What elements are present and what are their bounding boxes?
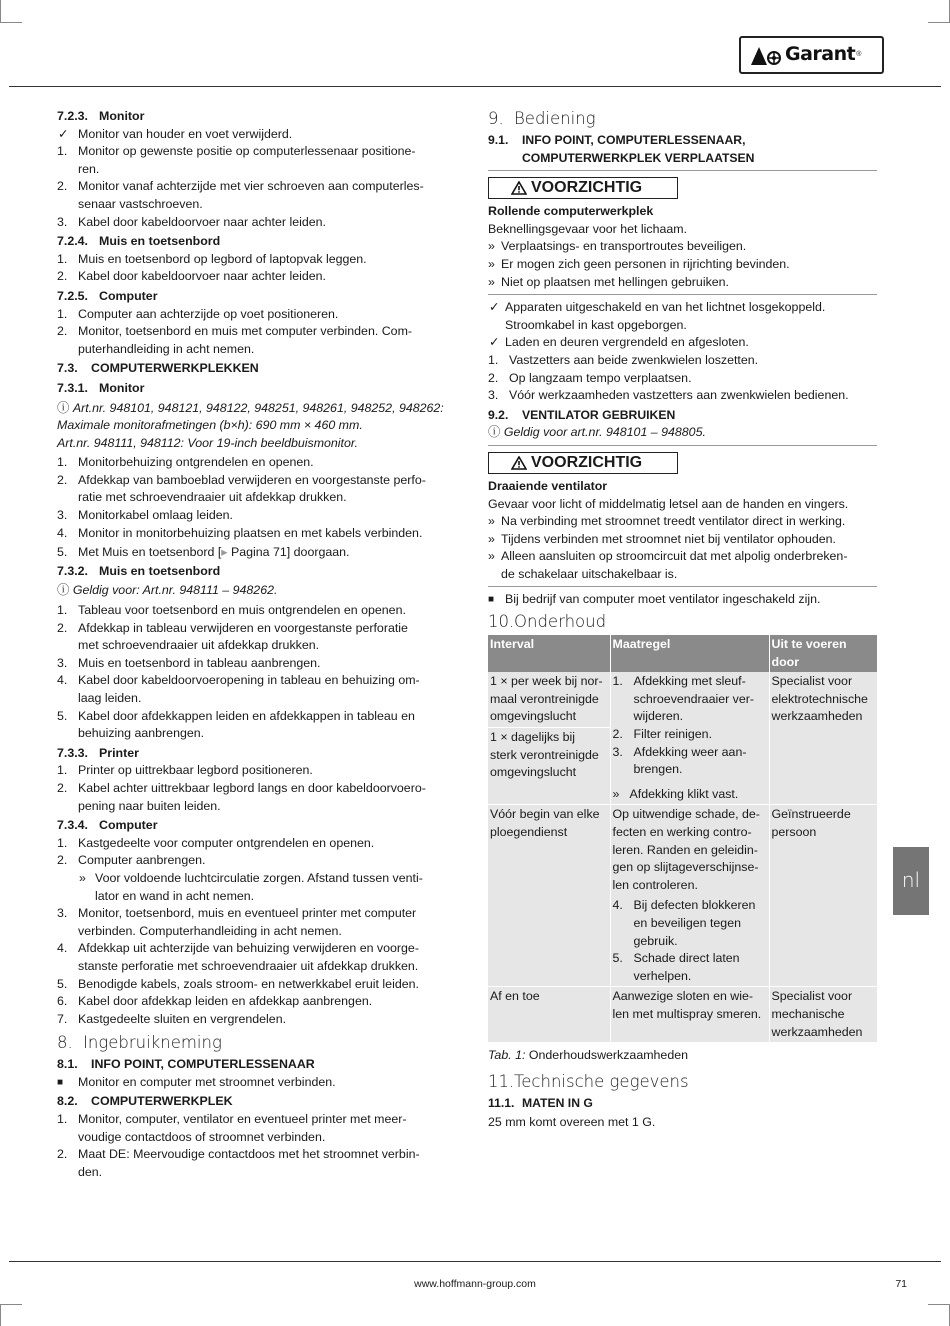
list-item: 2. Monitor, toetsenbord en muis met computer verbinden. Com- puterhandleiding in acht nemen. <box>57 324 413 356</box>
list-item: 1. Monitor, computer, ventilator en eventueel printer met meer- voudige contactdoos of stroomnet verbinden. <box>57 1112 407 1144</box>
table-row <box>488 672 877 805</box>
list-item: 4. Bij defecten blokkeren en beveiligen tegen gebruik. <box>612 898 756 948</box>
warning-icon <box>511 456 527 470</box>
list-item: 1. Muis en toetsenbord op legbord of laptopvak leggen. <box>57 251 367 266</box>
list-item: » Tijdens verbinden met stroomnet niet bij ventilator ophouden. <box>488 531 836 546</box>
table-cell: Af en toe <box>488 987 610 1043</box>
list-item: 1. Kastgedeelte voor computer ontgrendelen en openen. <box>57 835 375 850</box>
list-item: 2. Op langzaam tempo verplaatsen. <box>488 370 692 385</box>
table-row <box>488 987 877 1043</box>
crop-mark <box>928 1304 950 1305</box>
list-item: 2. Filter reinigen. <box>612 727 713 742</box>
garant-logo <box>739 36 884 74</box>
table-cell: 1 × per week bij nor- maal verontreinigde omgevingslucht <box>488 672 610 728</box>
heading-7-3-2: 7.3.2. Muis en toetsenbord <box>57 563 221 578</box>
table-header: Uit te voeren door <box>769 635 877 672</box>
heading-8-2: 8.2. COMPUTERWERKPLEK <box>57 1094 233 1109</box>
info-note: ⓘ Geldig voor: Art.nr. 948111 – 948262. <box>57 583 278 598</box>
section-title-9: 9. Bediening <box>488 109 596 128</box>
logo-wordmark: Garant <box>785 43 856 66</box>
right-column <box>488 108 877 1132</box>
list-item: 5. Schade direct laten verhelpen. <box>612 951 740 983</box>
heading-11-1: 11.1. MATEN IN G <box>488 1095 593 1110</box>
list-item: 6. Kabel door afdekkap leiden en afdekkap aanbrengen. <box>57 994 373 1009</box>
divider <box>488 294 877 295</box>
info-icon: ⓘ <box>488 425 504 440</box>
heading-9-1: 9.1. INFO POINT, COMPUTERLESSENAAR, COMPUTERWERKPLEK VERPLAATSEN <box>488 133 755 165</box>
square-bullet-icon: ■ <box>57 1076 64 1088</box>
sub-list-item: » Voor voldoende luchtcirculatie zorgen. Afstand tussen venti- lator en wand in acht nemen. <box>79 870 423 903</box>
crop-mark <box>0 0 1 22</box>
table-row <box>488 805 877 987</box>
heading-7-2-4: 7.2.4. Muis en toetsenbord <box>57 234 221 249</box>
list-item: 2. Kabel achter uittrekbaar legbord langs en door kabeldoorvoero- pening naar buiten leiden. <box>57 780 426 813</box>
list-item: 4. Monitor in monitorbehuizing plaatsen en met kabels verbinden. <box>57 525 423 540</box>
list-item: 3. Vóór werkzaamheden vastzetters aan zwenkwielen bedienen. <box>488 388 849 403</box>
footer-rule <box>9 1261 941 1262</box>
warning-box: VOORZICHTIG <box>488 177 678 199</box>
warning-title: Rollende computerwerkplek <box>488 204 654 219</box>
list-item: 1. Tableau voor toetsenbord en muis ontgrendelen en openen. <box>57 603 406 618</box>
left-column <box>57 108 444 1181</box>
list-item: 5. Met Muis en toetsenbord [▸ Pagina 71] doorgaan. <box>57 545 350 560</box>
list-item: ✓ Monitor van houder en voet verwijderd. <box>58 126 293 141</box>
table-header-row <box>488 635 877 672</box>
maintenance-table <box>488 635 877 1043</box>
heading-7-3: 7.3. COMPUTERWERKPLEKKEN <box>57 361 259 376</box>
list-item: 2. Computer aanbrengen. <box>57 853 206 868</box>
list-item: 2. Monitor vanaf achterzijde met vier schroeven aan computerles- senaar vastschroeven. <box>57 179 424 211</box>
table-cell: Vóór begin van elke ploegendienst <box>488 805 610 987</box>
language-tab: nl <box>893 847 929 915</box>
list-item: 3. Monitor, toetsenbord, muis en eventueel printer met computer verbinden. Computerhandleiding in acht nemen. <box>57 906 417 938</box>
list-item: 2. Afdekkap in tableau verwijderen en voorgestanste perforatie met schroevendraaier uit afdekkap drukken. <box>57 620 408 653</box>
warning-title: Draaiende ventilator <box>488 478 608 493</box>
list-item: 1. Vastzetters aan beide zwenkwielen loszetten. <box>488 352 759 367</box>
square-bullet-icon: ■ <box>488 594 495 606</box>
cross-reference-link[interactable]: Muis en toetsenbord [ <box>102 545 222 560</box>
heading-9-2: 9.2. VENTILATOR GEBRUIKEN <box>488 407 676 422</box>
list-item: 4. Afdekkap uit achterzijde van behuizing verwijderen en voorge- stanste perforatie met schroevendraaier uit afdekkap drukken. <box>57 941 419 973</box>
list-item: ■ Monitor en computer met stroomnet verbinden. <box>57 1074 444 1092</box>
heading-7-2-5: 7.2.5. Computer <box>57 288 158 303</box>
list-item: 3. Muis en toetsenbord in tableau aanbrengen. <box>57 655 321 670</box>
list-item: 1. Computer aan achterzijde op voet positioneren. <box>57 306 339 321</box>
list-item: 5. Benodigde kabels, zoals stroom- en netwerkkabel eruit leiden. <box>57 976 419 991</box>
table-cell: Specialist voor mechanische werkzaamheden <box>769 987 877 1043</box>
list-item: » Alleen aansluiten op stroomcircuit dat met alpolig onderbreken- de schakelaar uitschakelbaar is. <box>488 549 848 581</box>
list-item: 2. Afdekkap van bamboeblad verwijderen en voorgestanste perfo- ratie met schroevendraaier uit afdekkap drukken. <box>57 472 426 505</box>
warning-icon <box>511 181 527 195</box>
page-arrow-icon: ▸ <box>221 545 228 560</box>
heading-7-3-3: 7.3.3. Printer <box>57 745 139 760</box>
list-item: 2. Kabel door kabeldoorvoer naar achter leiden. <box>57 269 326 284</box>
section-title-10: 10.Onderhoud <box>488 612 607 632</box>
list-item: 7. Kastgedeelte sluiten en vergrendelen. <box>57 1011 287 1026</box>
paragraph: 25 mm komt overeen met 1 G. <box>488 1115 656 1130</box>
logo-reg: ® <box>856 51 862 59</box>
heading-7-3-1: 7.3.1. Monitor <box>57 380 145 395</box>
table-header: Interval <box>488 635 610 672</box>
list-item: » Afdekking klikt vast. <box>612 786 739 801</box>
list-item: 1. Monitor op gewenste positie op computerlessenaar positione- ren. <box>57 144 416 176</box>
list-item: 2. Maat DE: Meervoudige contactdoos met het stroomnet verbin- den. <box>57 1147 420 1179</box>
list-item: 1. Monitorbehuizing ontgrendelen en openen. <box>57 455 314 470</box>
page-number: 71 <box>895 1278 907 1290</box>
warning-text: Beknellingsgevaar voor het lichaam. <box>488 221 688 236</box>
table-cell: Aanwezige sloten en wie- len met multispray smeren. <box>610 987 769 1043</box>
divider <box>488 445 877 446</box>
list-item: 1. Afdekking met sleuf- schroevendraaier ver- wijderen. <box>612 674 755 724</box>
section-title-11: 11.Technische gegevens <box>488 1071 689 1091</box>
list-item: » Niet op plaatsen met hellingen gebruiken. <box>488 274 729 289</box>
crop-mark <box>0 1304 1 1326</box>
table-header: Maatregel <box>610 635 769 672</box>
heading-7-2-3: 7.2.3. Monitor <box>57 109 145 123</box>
list-item: 3. Kabel door kabeldoorvoer naar achter leiden. <box>57 214 326 229</box>
heading-8-1: 8.1. INFO POINT, COMPUTERLESSENAAR <box>57 1057 315 1072</box>
section-title-8: 8. Ingebruikneming <box>57 1033 222 1053</box>
heading-7-3-4: 7.3.4. Computer <box>57 818 158 833</box>
warning-box: VOORZICHTIG <box>488 452 678 474</box>
list-item: 4. Kabel door kabeldoorvoeropening in tableau en behuizing om- laag leiden. <box>57 673 420 705</box>
info-icon: ⓘ <box>57 400 73 415</box>
header-rule <box>9 86 941 87</box>
footer-url[interactable]: www.hoffmann-group.com <box>414 1278 536 1290</box>
crop-mark <box>928 22 950 23</box>
table-cell: Geïnstrueerde persoon <box>769 805 877 987</box>
divider <box>488 586 877 587</box>
table-cell-text: Op uitwendige schade, de- fecten en werking contro- leren. Randen en geleidin- gen op slijtageverschijnse- len controleren. <box>612 807 760 892</box>
info-note: ⓘ Geldig voor art.nr. 948101 – 948805. <box>488 425 706 440</box>
info-note: ⓘ Art.nr. 948101, 948121, 948122, 948251, 948261, 948252, 948262: Maximale monitorafmetingen (b×h): 690 mm × 460 mm. Art.nr. 948111, 948112: Voor 19-inch beeldbuismonitor. <box>57 400 444 450</box>
list-item: 3. Monitorkabel omlaag leiden. <box>57 508 233 523</box>
list-item: ✓ Laden en deuren vergrendeld en afgesloten. <box>489 335 749 350</box>
table-caption: Tab. 1: Onderhoudswerkzaamheden <box>488 1048 688 1063</box>
list-item: 1. Printer op uittrekbaar legbord positioneren. <box>57 763 313 778</box>
crop-mark <box>0 1304 22 1305</box>
list-item: » Verplaatsings- en transportroutes beveiligen. <box>488 239 747 254</box>
list-item: » Na verbinding met stroomnet treedt ventilator direct in werking. <box>488 514 846 529</box>
table-cell: 1 × dagelijks bij sterk verontreinigde omgevingslucht <box>490 730 599 780</box>
garant-logo-icon <box>749 43 783 67</box>
list-item: ■ Bij bedrijf van computer moet ventilator ingeschakeld zijn. <box>488 591 877 609</box>
divider <box>488 170 877 171</box>
list-item: ✓ Apparaten uitgeschakeld en van het lichtnet losgekoppeld. Stroomkabel in kast opgeborgen. <box>489 300 826 332</box>
list-item: 5. Kabel door afdekkappen leiden en afdekkappen in tableau en behuizing aanbrengen. <box>57 708 415 741</box>
list-item: 3. Afdekking weer aan- brengen. <box>612 744 747 777</box>
crop-mark <box>0 22 22 23</box>
list-item: » Er mogen zich geen personen in rijrichting bevinden. <box>488 256 790 271</box>
table-cell: Specialist voor elektrotechnische werkzaamheden <box>769 672 877 805</box>
info-icon: ⓘ <box>57 583 73 598</box>
warning-text: Gevaar voor licht of middelmatig letsel aan de handen en vingers. <box>488 496 849 511</box>
